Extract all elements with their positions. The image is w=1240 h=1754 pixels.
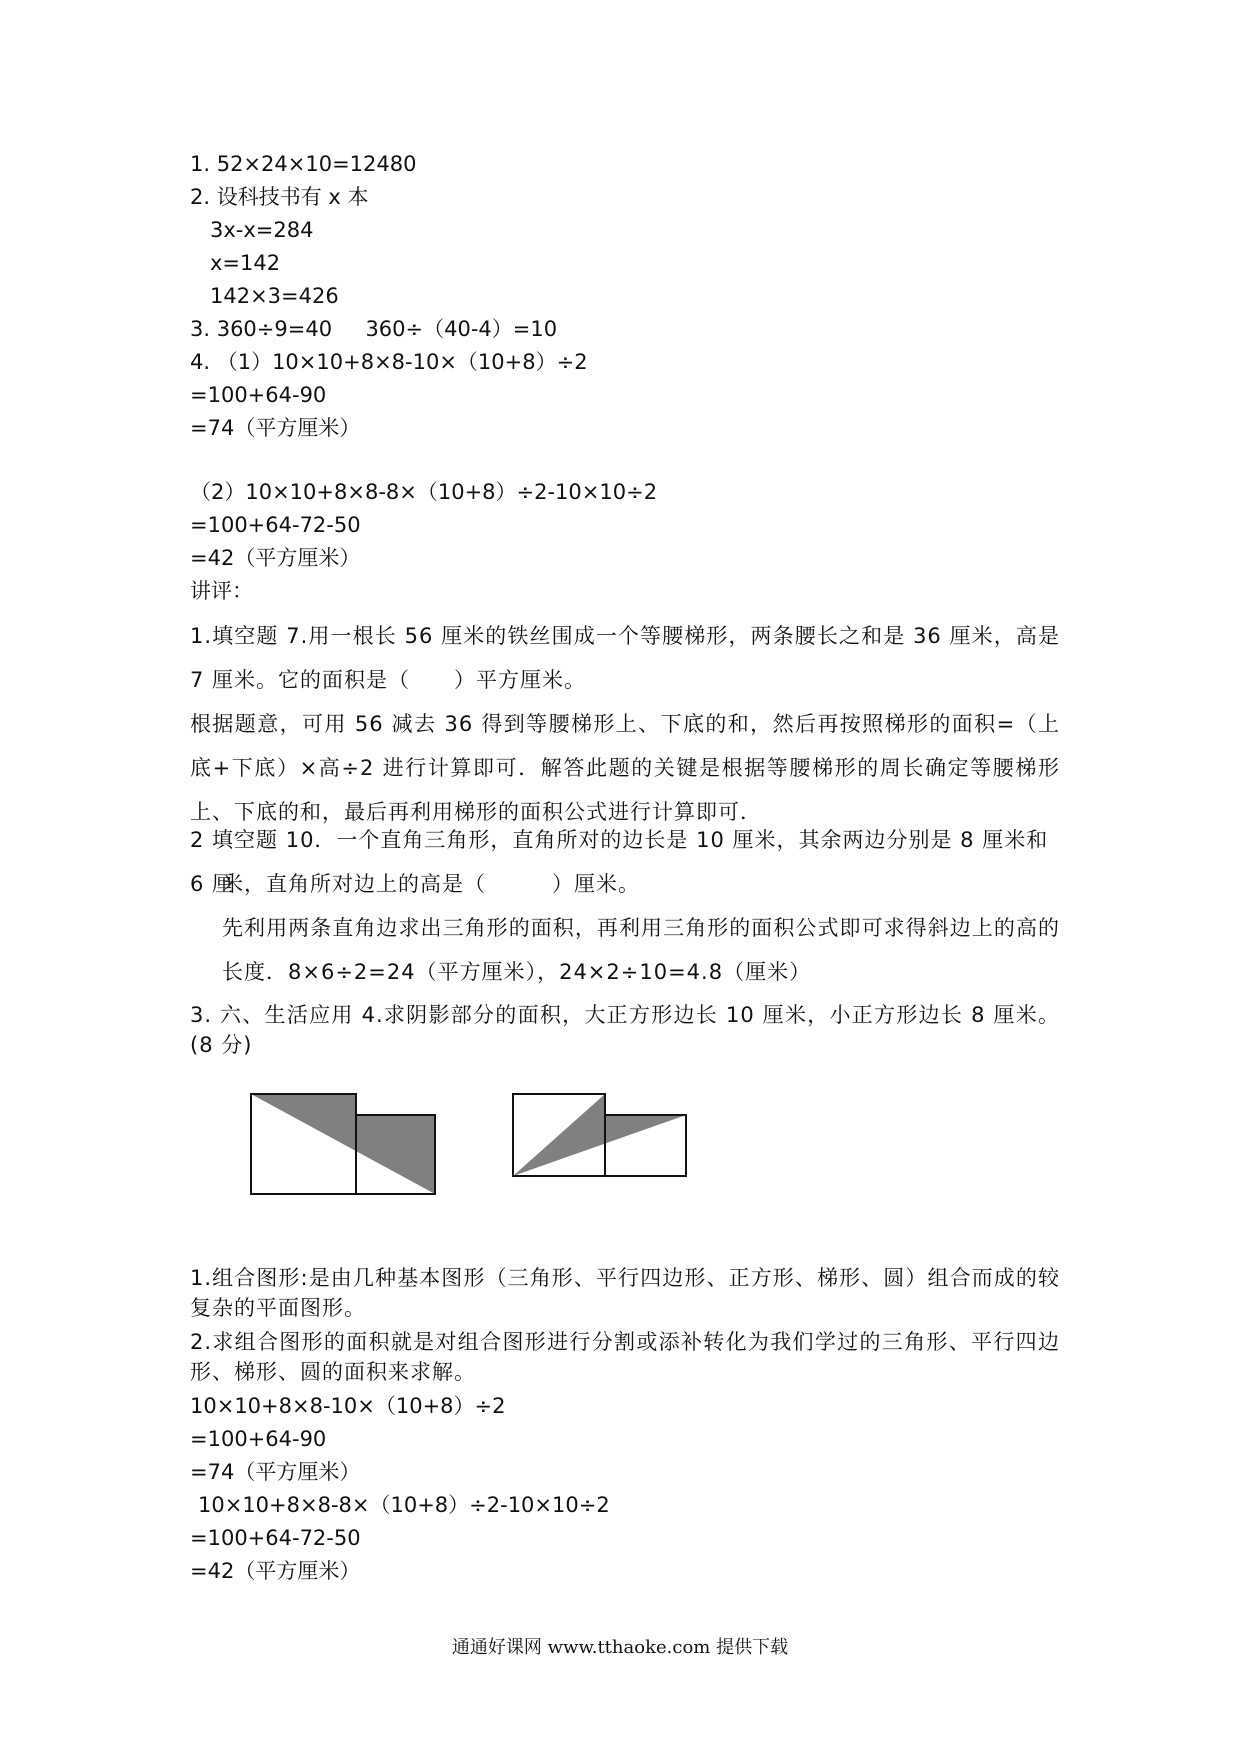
summary-line-4: 10×10+8×8-8×（10+8）÷2-10×10÷2: [198, 1493, 610, 1517]
answer-line-12: =42（平方厘米）: [190, 546, 361, 570]
answer-line-10: （2）10×10+8×8-8×（10+8）÷2-10×10÷2: [190, 480, 658, 504]
answer-line-9: =74（平方厘米）: [190, 416, 361, 440]
answer-line-6: 3. 360÷9=40 360÷（40-4）=10: [190, 317, 558, 341]
commentary-paragraph-3a: 2 填空题 10．一个直角三角形，直角所对的边长是 10 厘米，其余两边分别是 8 厘米和 6 厘: [190, 828, 1049, 896]
summary-paragraph-1: 1.组合图形:是由几种基本图形（三角形、平行四边形、正方形、梯形、圆）组合而成的较复杂的平面图形。: [190, 1266, 1060, 1320]
answer-line-2: 2. 设科技书有 x 本: [190, 185, 369, 209]
summary-paragraph-2: 2.求组合图形的面积就是对组合图形进行分割或添补转化为我们学过的三角形、平行四边形、梯形、圆的面积来求解。: [190, 1330, 1060, 1384]
answer-line-3: 3x-x=284: [210, 218, 314, 242]
summary-line-5: =100+64-72-50: [190, 1526, 361, 1550]
commentary-paragraph-1: 1.填空题 7.用一根长 56 厘米的铁丝围成一个等腰梯形，两条腰长之和是 36 厘米，高是 7 厘米。它的面积是（ ）平方厘米。: [190, 624, 1060, 692]
figure-right: [513, 1094, 686, 1176]
answer-line-11: =100+64-72-50: [190, 513, 361, 537]
answer-line-4: x=142: [210, 251, 281, 275]
commentary-paragraph-2: 根据题意，可用 56 减去 36 得到等腰梯形上、下底的和，然后再按照梯形的面积=（上底+下底）×高÷2 进行计算即可．解答此题的关键是根据等腰梯形的周长确定等腰梯形上、下底的和，最后再利用梯形的面积公式进行计算即可．: [190, 712, 1060, 824]
shaded-region-left: [251, 1094, 435, 1194]
figure-left: [251, 1094, 435, 1194]
summary-line-6: =42（平方厘米）: [190, 1559, 361, 1583]
commentary-paragraph-5: 3. 六、生活应用 4.求阴影部分的面积，大正方形边长 10 厘米，小正方形边长 8 厘米。(8 分): [190, 1003, 1060, 1057]
page-footer: 通通好课网 www.tthaoke.com 提供下载: [451, 1637, 789, 1658]
commentary-heading: 讲评：: [190, 579, 253, 603]
summary-line-1: 10×10+8×8-10×（10+8）÷2: [190, 1394, 506, 1418]
answer-line-1: 1. 52×24×10=12480: [190, 152, 417, 176]
commentary-paragraph-3b: 米，直角所对边上的高是（ ）厘米。: [222, 872, 640, 896]
summary-line-2: =100+64-90: [190, 1427, 327, 1451]
answer-line-8: =100+64-90: [190, 383, 327, 407]
answer-line-7: 4. （1）10×10+8×8-10×（10+8）÷2: [190, 350, 588, 374]
commentary-paragraph-4: 先利用两条直角边求出三角形的面积，再利用三角形的面积公式即可求得斜边上的高的长度．8×6÷2=24（平方厘米），24×2÷10=4.8（厘米）: [222, 916, 1060, 984]
summary-line-3: =74（平方厘米）: [190, 1460, 361, 1484]
answer-line-5: 142×3=426: [210, 284, 339, 308]
shaded-region-right: [513, 1094, 686, 1176]
shaded-area-figure: [250, 1093, 690, 1203]
